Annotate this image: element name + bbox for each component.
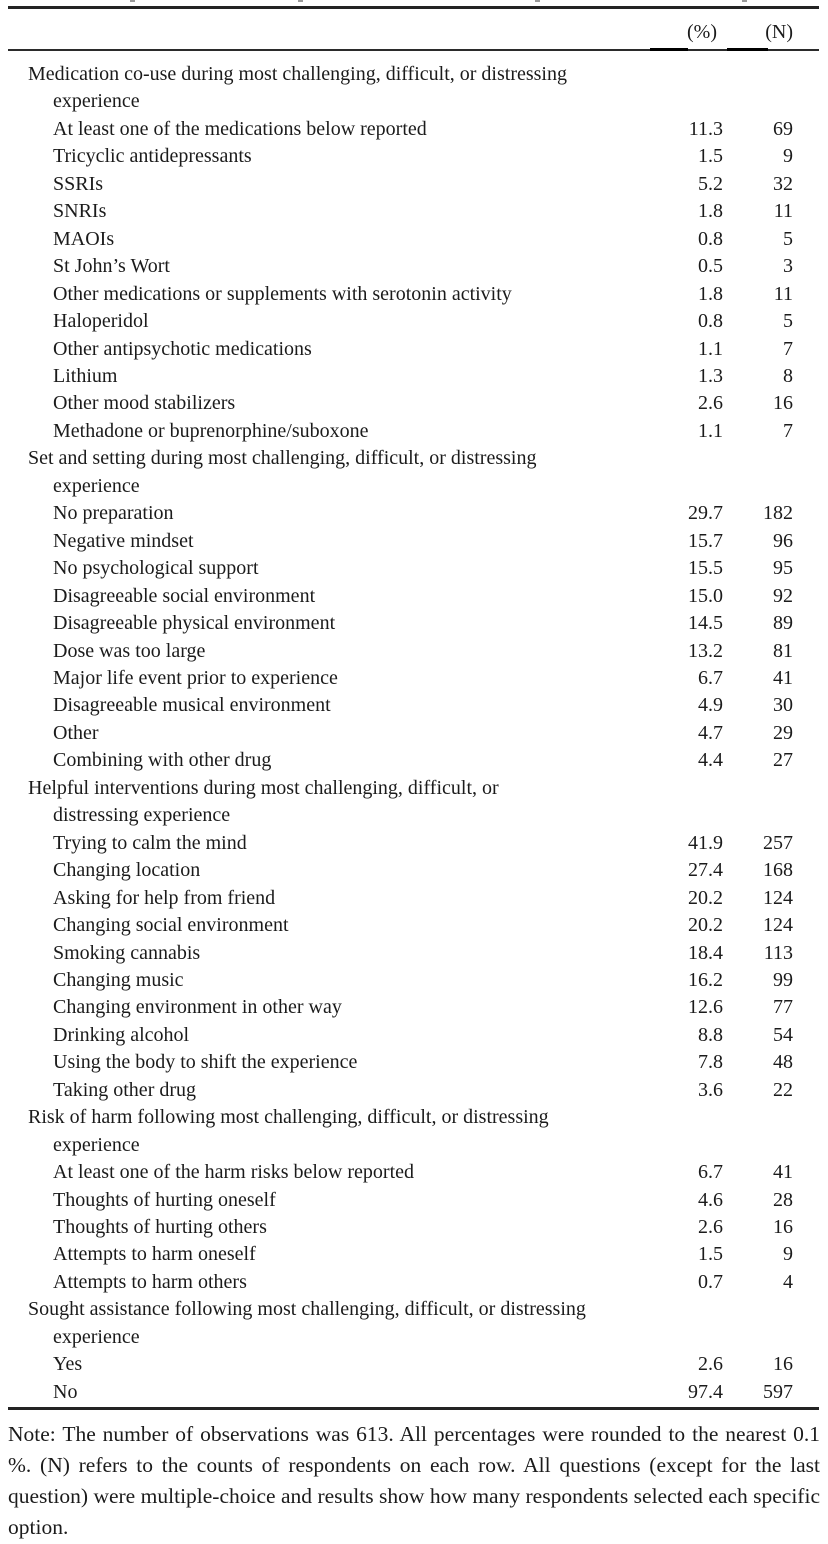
row-label: No preparation bbox=[53, 502, 174, 525]
count-value: 257 bbox=[763, 831, 793, 854]
cropped-caption-remnant bbox=[130, 0, 135, 2]
row-label: Major life event prior to experience bbox=[53, 666, 338, 689]
count-value: 95 bbox=[773, 557, 793, 580]
table-row bbox=[0, 1049, 828, 1076]
count-value: 124 bbox=[763, 886, 793, 909]
section-header-label: Sought assistance following most challenging, difficult, or distressing bbox=[28, 1298, 586, 1321]
table-row bbox=[0, 912, 828, 939]
row-label: Other antipsychotic medications bbox=[53, 337, 312, 360]
row-label: Other mood stabilizers bbox=[53, 392, 236, 415]
percent-cell bbox=[645, 775, 723, 802]
section-header-label: experience bbox=[53, 1325, 140, 1348]
count-value: 41 bbox=[773, 666, 793, 689]
table-row bbox=[0, 940, 828, 967]
percent-value: 6.7 bbox=[698, 1161, 723, 1184]
row-label: Changing music bbox=[53, 968, 184, 991]
section-header-continuation-row bbox=[0, 473, 828, 500]
row-label: Thoughts of hurting oneself bbox=[53, 1188, 276, 1211]
percent-value: 29.7 bbox=[688, 502, 723, 525]
table-row bbox=[0, 253, 828, 280]
row-label: Smoking cannabis bbox=[53, 941, 201, 964]
table-row bbox=[0, 830, 828, 857]
section-header-row bbox=[0, 61, 828, 88]
count-value: 7 bbox=[783, 419, 793, 442]
row-label: Lithium bbox=[53, 364, 118, 387]
percent-value: 41.9 bbox=[688, 831, 723, 854]
percent-cell bbox=[645, 802, 723, 829]
table-row bbox=[0, 336, 828, 363]
section-header-row bbox=[0, 1296, 828, 1323]
count-cell bbox=[723, 61, 793, 88]
percent-value: 20.2 bbox=[688, 886, 723, 909]
count-cell bbox=[723, 1324, 793, 1351]
table-row bbox=[0, 747, 828, 774]
column-header-spacer bbox=[0, 18, 645, 46]
column-header-percent: (%) bbox=[687, 21, 717, 43]
percent-value: 97.4 bbox=[688, 1380, 723, 1403]
count-value: 9 bbox=[783, 1243, 793, 1266]
count-value: 77 bbox=[773, 996, 793, 1019]
percent-value: 1.5 bbox=[698, 145, 723, 168]
row-label: Drinking alcohol bbox=[53, 1023, 190, 1046]
count-cell bbox=[723, 1132, 793, 1159]
table-row bbox=[0, 363, 828, 390]
row-label: Other medications or supplements with serotonin activity bbox=[53, 282, 512, 305]
table-row bbox=[0, 994, 828, 1021]
count-value: 113 bbox=[763, 941, 793, 964]
table-row bbox=[0, 638, 828, 665]
row-label: Disagreeable social environment bbox=[53, 584, 316, 607]
section-header-label: Medication co-use during most challenging, difficult, or distressing bbox=[28, 63, 567, 85]
row-label: Changing location bbox=[53, 859, 201, 882]
count-value: 5 bbox=[783, 227, 793, 250]
count-value: 3 bbox=[783, 255, 793, 278]
count-value: 124 bbox=[763, 914, 793, 937]
percent-value: 1.1 bbox=[698, 337, 723, 360]
row-label: At least one of the medications below reported bbox=[53, 117, 427, 140]
row-label: Asking for help from friend bbox=[53, 886, 276, 909]
row-label: Disagreeable musical environment bbox=[53, 694, 331, 717]
row-label: At least one of the harm risks below reported bbox=[53, 1161, 415, 1184]
percent-cell bbox=[645, 1296, 723, 1323]
table-row bbox=[0, 418, 828, 445]
table-row bbox=[0, 1187, 828, 1214]
count-value: 8 bbox=[783, 364, 793, 387]
percent-value: 1.1 bbox=[698, 419, 723, 442]
count-value: 4 bbox=[783, 1270, 793, 1293]
row-label: SSRIs bbox=[53, 172, 104, 195]
table-row bbox=[0, 1351, 828, 1378]
count-value: 81 bbox=[773, 639, 793, 662]
table-row bbox=[0, 198, 828, 225]
percent-value: 4.7 bbox=[698, 721, 723, 744]
table-row bbox=[0, 528, 828, 555]
count-value: 69 bbox=[773, 117, 793, 140]
table-row bbox=[0, 308, 828, 335]
percent-value: 0.5 bbox=[698, 255, 723, 278]
count-value: 48 bbox=[773, 1051, 793, 1074]
table-row bbox=[0, 500, 828, 527]
count-value: 16 bbox=[773, 1216, 793, 1239]
percent-value: 7.8 bbox=[698, 1051, 723, 1074]
table-row bbox=[0, 1022, 828, 1049]
row-label: Combining with other drug bbox=[53, 749, 272, 772]
count-value: 54 bbox=[773, 1023, 793, 1046]
percent-value: 15.0 bbox=[688, 584, 723, 607]
row-label: Negative mindset bbox=[53, 529, 194, 552]
table-body bbox=[0, 61, 828, 1406]
table-bottom-rule bbox=[8, 1407, 819, 1410]
percent-cell bbox=[645, 445, 723, 472]
table-row bbox=[0, 226, 828, 253]
table-row bbox=[0, 390, 828, 417]
percent-value: 27.4 bbox=[688, 859, 723, 882]
header-separator-rule bbox=[8, 49, 819, 51]
section-header-label: Set and setting during most challenging, difficult, or distressing bbox=[28, 447, 537, 470]
percent-value: 13.2 bbox=[688, 639, 723, 662]
row-label: Disagreeable physical environment bbox=[53, 612, 336, 635]
header-rule-segment bbox=[650, 48, 688, 51]
row-label: St John’s Wort bbox=[53, 255, 170, 278]
percent-value: 8.8 bbox=[698, 1023, 723, 1046]
percent-value: 1.3 bbox=[698, 364, 723, 387]
count-value: 11 bbox=[773, 282, 793, 305]
count-value: 96 bbox=[773, 529, 793, 552]
table-row bbox=[0, 555, 828, 582]
percent-value: 1.5 bbox=[698, 1243, 723, 1266]
cropped-caption-remnant bbox=[535, 0, 540, 2]
section-header-continuation-row bbox=[0, 802, 828, 829]
section-header-label: experience bbox=[53, 1133, 140, 1156]
table-row bbox=[0, 665, 828, 692]
column-header-row bbox=[0, 18, 828, 46]
count-value: 16 bbox=[773, 392, 793, 415]
count-value: 168 bbox=[763, 859, 793, 882]
row-label: Attempts to harm others bbox=[53, 1270, 247, 1293]
table-row bbox=[0, 885, 828, 912]
count-cell bbox=[723, 473, 793, 500]
table-row bbox=[0, 116, 828, 143]
percent-value: 16.2 bbox=[688, 968, 723, 991]
percent-value: 3.6 bbox=[698, 1078, 723, 1101]
table-row bbox=[0, 1379, 828, 1406]
row-label: Yes bbox=[53, 1353, 83, 1376]
count-cell bbox=[723, 775, 793, 802]
count-value: 182 bbox=[763, 502, 793, 525]
percent-value: 0.7 bbox=[698, 1270, 723, 1293]
cropped-caption-remnant bbox=[298, 0, 303, 2]
percent-value: 14.5 bbox=[688, 612, 723, 635]
percent-cell bbox=[645, 88, 723, 115]
count-cell bbox=[723, 1104, 793, 1131]
section-header-row bbox=[0, 1104, 828, 1131]
column-header-n: (N) bbox=[765, 21, 793, 43]
percent-value: 6.7 bbox=[698, 666, 723, 689]
table-row bbox=[0, 171, 828, 198]
section-header-continuation-row bbox=[0, 88, 828, 115]
percent-value: 15.5 bbox=[688, 557, 723, 580]
table-row bbox=[0, 720, 828, 747]
cropped-caption-remnant bbox=[742, 0, 747, 2]
percent-value: 0.8 bbox=[698, 227, 723, 250]
row-label: Attempts to harm oneself bbox=[53, 1243, 256, 1266]
count-value: 89 bbox=[773, 612, 793, 635]
count-value: 29 bbox=[773, 721, 793, 744]
table-top-rule bbox=[8, 6, 819, 9]
percent-value: 20.2 bbox=[688, 914, 723, 937]
count-value: 5 bbox=[783, 310, 793, 333]
table-row bbox=[0, 1214, 828, 1241]
table-row bbox=[0, 583, 828, 610]
row-label: Thoughts of hurting others bbox=[53, 1216, 267, 1239]
row-label: Haloperidol bbox=[53, 310, 149, 333]
count-cell bbox=[723, 1296, 793, 1323]
percent-value: 1.8 bbox=[698, 282, 723, 305]
percent-value: 1.8 bbox=[698, 200, 723, 223]
section-header-row bbox=[0, 445, 828, 472]
count-cell bbox=[723, 802, 793, 829]
percent-value: 4.4 bbox=[698, 749, 723, 772]
percent-value: 11.3 bbox=[688, 117, 723, 140]
count-value: 11 bbox=[773, 200, 793, 223]
section-header-label: Helpful interventions during most challenging, difficult, or bbox=[28, 776, 499, 799]
percent-value: 2.6 bbox=[698, 1216, 723, 1239]
section-header-label: experience bbox=[53, 90, 140, 113]
count-value: 9 bbox=[783, 145, 793, 168]
percent-value: 5.2 bbox=[698, 172, 723, 195]
table-row bbox=[0, 967, 828, 994]
count-value: 22 bbox=[773, 1078, 793, 1101]
count-value: 32 bbox=[773, 172, 793, 195]
count-value: 41 bbox=[773, 1161, 793, 1184]
count-value: 92 bbox=[773, 584, 793, 607]
count-value: 27 bbox=[773, 749, 793, 772]
table-row bbox=[0, 281, 828, 308]
percent-cell bbox=[645, 1104, 723, 1131]
section-header-label: experience bbox=[53, 474, 140, 497]
percent-value: 2.6 bbox=[698, 392, 723, 415]
table-row bbox=[0, 1241, 828, 1268]
count-cell bbox=[723, 88, 793, 115]
table-row bbox=[0, 692, 828, 719]
table-row bbox=[0, 1077, 828, 1104]
percent-cell bbox=[645, 473, 723, 500]
table-row bbox=[0, 1159, 828, 1186]
row-label: MAOIs bbox=[53, 227, 115, 250]
row-label: Other bbox=[53, 721, 99, 744]
count-value: 99 bbox=[773, 968, 793, 991]
count-value: 30 bbox=[773, 694, 793, 717]
percent-value: 2.6 bbox=[698, 1353, 723, 1376]
percent-value: 4.9 bbox=[698, 694, 723, 717]
row-label: Trying to calm the mind bbox=[53, 831, 247, 854]
count-value: 28 bbox=[773, 1188, 793, 1211]
table-row bbox=[0, 1269, 828, 1296]
row-label: Changing social environment bbox=[53, 914, 289, 937]
section-header-label: distressing experience bbox=[53, 804, 231, 827]
row-label: Taking other drug bbox=[53, 1078, 197, 1101]
table-note: Note: The number of observations was 613. All percentages were rounded to the nearest 0.1 %. (N) refers to the counts of respondents on each row. All questions (except for the last question) were multiple-choice and results show how many respondents selected each specific option. bbox=[8, 1422, 820, 1539]
percent-value: 12.6 bbox=[688, 996, 723, 1019]
header-rule-segment bbox=[727, 48, 768, 51]
percent-cell bbox=[645, 1324, 723, 1351]
percent-value: 15.7 bbox=[688, 529, 723, 552]
row-label: Tricyclic antidepressants bbox=[53, 145, 252, 168]
row-label: Methadone or buprenorphine/suboxone bbox=[53, 419, 369, 442]
count-value: 16 bbox=[773, 1353, 793, 1376]
percent-value: 0.8 bbox=[698, 310, 723, 333]
percent-cell bbox=[645, 61, 723, 88]
percent-value: 18.4 bbox=[688, 941, 723, 964]
row-label: Using the body to shift the experience bbox=[53, 1051, 358, 1074]
row-label: Changing environment in other way bbox=[53, 996, 342, 1019]
table-row bbox=[0, 610, 828, 637]
row-label: No psychological support bbox=[53, 557, 259, 580]
section-header-row bbox=[0, 775, 828, 802]
table-row bbox=[0, 143, 828, 170]
table-row bbox=[0, 857, 828, 884]
section-header-continuation-row bbox=[0, 1324, 828, 1351]
count-value: 7 bbox=[783, 337, 793, 360]
count-cell bbox=[723, 445, 793, 472]
count-value: 597 bbox=[763, 1380, 793, 1403]
row-label: Dose was too large bbox=[53, 639, 206, 662]
percent-cell bbox=[645, 1132, 723, 1159]
row-label: SNRIs bbox=[53, 200, 107, 223]
row-label: No bbox=[53, 1380, 78, 1403]
section-header-continuation-row bbox=[0, 1132, 828, 1159]
percent-value: 4.6 bbox=[698, 1188, 723, 1211]
section-header-label: Risk of harm following most challenging, difficult, or distressing bbox=[28, 1106, 549, 1129]
